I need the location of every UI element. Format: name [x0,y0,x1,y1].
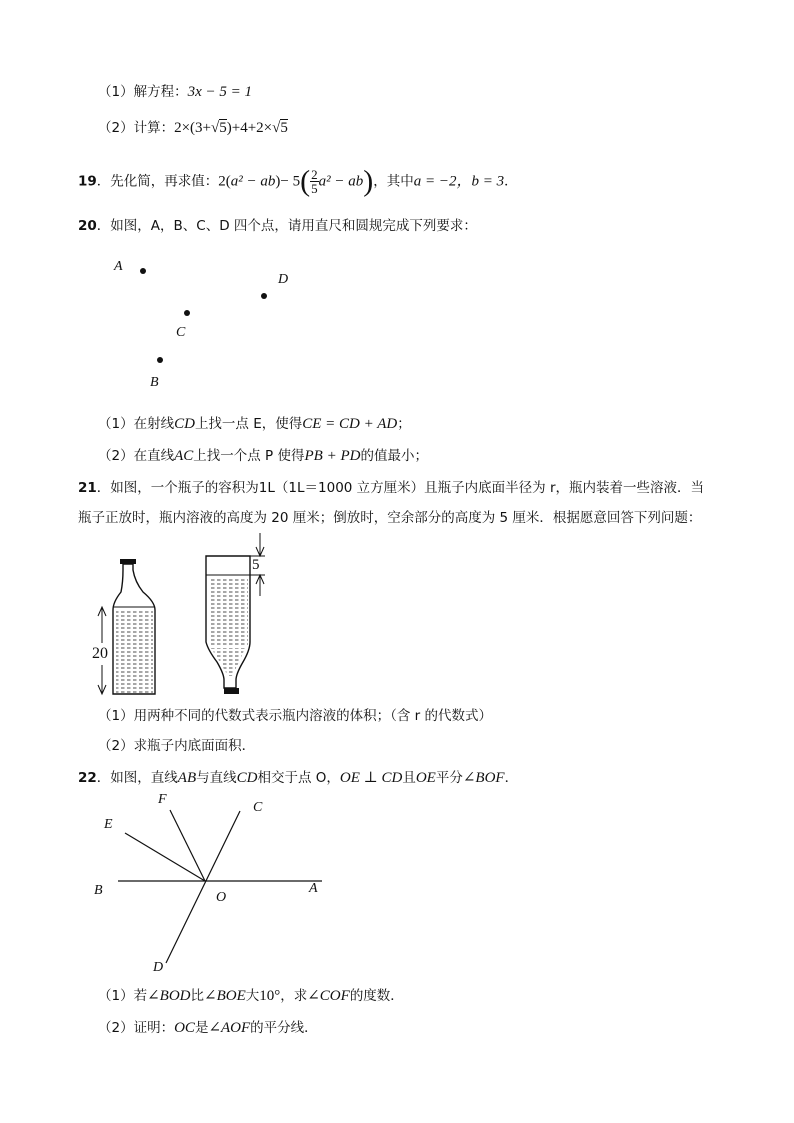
point-a [140,268,146,274]
label-f: F [158,792,167,807]
q21-part1: （1）用两种不同的代数式表示瓶内溶液的体积；（含 r 的代数式） [98,708,492,724]
height-label-20: 20 [92,643,108,665]
q19-stem: 19．先化简，再求值：2(a² − ab)− 5( $\frac{2}{5}$ a² − ab)，其中a = −2，b = 3． [78,164,518,198]
q18-part2: （2）计算：2×(3+√5)+4+2×√5 [98,120,288,136]
point-label-c: C [176,325,186,340]
q20-stem: 20．如图，A，B、C、D 四个点，请用直尺和圆规完成下列要求： [78,218,477,234]
fraction: $\frac{2}{5}$ [311,167,318,196]
point-label-d: D [278,272,289,287]
q22-part1: （1）若∠BOD比∠BOE大10°，求∠COF的度数． [98,988,404,1004]
question-number: 20 [78,218,97,234]
q18-part1: （1）解方程：3x − 5 = 1 [98,84,252,100]
q20-part1: （1）在射线CD上找一点 E，使得CE = CD + AD； [98,416,411,432]
q21-stem-line1: 21．如图，一个瓶子的容积为1L（1L＝1000 立方厘米）且瓶子内底面半径为 r，瓶内装着一些溶液．当 [78,480,705,496]
q22-stem: 22．如图，直线AB与直线CD相交于点 O，OE ⊥ CD且OE平分∠BOF． [78,770,519,786]
q18-equation: 3x − 5 = 1 [187,84,252,100]
label-c: C [253,800,263,815]
line-cd [166,811,240,963]
label-e: E [104,817,113,832]
bottle-cap [120,559,136,564]
q22-part2: （2）证明：OC是∠AOF的平分线． [98,1020,318,1036]
label-a: A [309,881,318,896]
q21-bottle-figure [85,530,285,700]
height-label-5: 5 [252,557,260,573]
bottle-cap-inverted [224,688,239,694]
point-label-a: A [114,259,123,274]
question-number: 19 [78,173,97,190]
point-d [261,293,267,299]
intersecting-lines-diagram [90,792,340,982]
q20-part2: （2）在直线AC上找一个点 P 使得PB + PD的值最小； [98,448,428,464]
label-d: D [153,960,164,975]
sqrt-symbol: √ [211,120,220,136]
label-b: B [94,883,103,898]
bottle-diagram [85,530,285,700]
question-number: 22 [78,770,97,786]
question-number: 21 [78,480,97,496]
q21-part2: （2）求瓶子内底面面积． [98,738,256,754]
point-label-b: B [150,375,159,390]
point-c [184,310,190,316]
q20-points-figure [100,255,320,395]
label-o: O [216,890,227,905]
point-b [157,357,163,363]
q21-stem-line2: 瓶子正放时，瓶内溶液的高度为 20 厘米；倒放时，空余部分的高度为 5 厘米．根据愿意回答下列问题： [78,510,702,526]
sqrt-symbol: √ [272,120,281,136]
q22-angle-figure [90,792,340,982]
